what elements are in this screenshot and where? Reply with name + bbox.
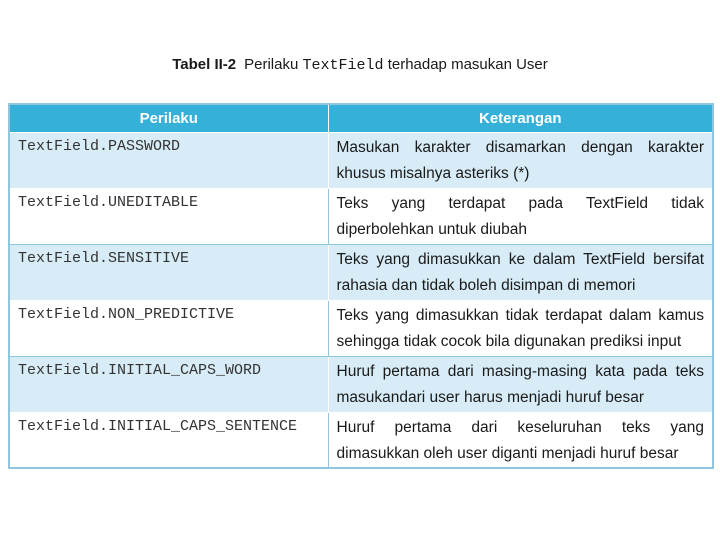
table-row bbox=[9, 412, 713, 468]
description-cell: Teks yang dimasukkan ke dalam TextField bersifat rahasia dan tidak boleh disimpan di memori bbox=[328, 244, 713, 300]
table-row bbox=[9, 300, 713, 356]
mode-cell: TextField.NON_PREDICTIVE bbox=[9, 300, 328, 356]
description-cell: Teks yang dimasukkan tidak terdapat dalam kamus sehingga tidak cocok bila digunakan prediksi input bbox=[328, 300, 713, 356]
description-cell: Huruf pertama dari keseluruhan teks yang dimasukkan oleh user diganti menjadi huruf besar bbox=[328, 412, 713, 468]
mode-cell: TextField.SENSITIVE bbox=[9, 244, 328, 300]
mode-cell: TextField.INITIAL_CAPS_SENTENCE bbox=[9, 412, 328, 468]
table-row bbox=[9, 356, 713, 412]
description-cell: Teks yang terdapat pada TextField tidak diperbolehkan untuk diubah bbox=[328, 188, 713, 244]
caption-text-after: terhadap masukan User bbox=[387, 56, 548, 73]
caption-code: TextField bbox=[302, 57, 384, 74]
header-keterangan: Keterangan bbox=[328, 104, 713, 132]
mode-cell: TextField.INITIAL_CAPS_WORD bbox=[9, 356, 328, 412]
mode-cell: TextField.UNEDITABLE bbox=[9, 188, 328, 244]
caption-label: Tabel II-2 bbox=[172, 56, 237, 73]
header-perilaku: Perilaku bbox=[9, 104, 328, 132]
mode-cell: TextField.PASSWORD bbox=[9, 132, 328, 188]
description-cell: Masukan karakter disamarkan dengan karakter khusus misalnya asteriks (*) bbox=[328, 132, 713, 188]
behavior-table bbox=[8, 103, 714, 469]
table-caption bbox=[0, 56, 720, 74]
caption-text-before: Perilaku bbox=[244, 56, 299, 73]
table-row bbox=[9, 132, 713, 188]
description-cell: Huruf pertama dari masing-masing kata pada teks masukandari user harus menjadi huruf besar bbox=[328, 356, 713, 412]
table-row bbox=[9, 188, 713, 244]
table-header-row bbox=[9, 104, 713, 132]
table-row bbox=[9, 244, 713, 300]
